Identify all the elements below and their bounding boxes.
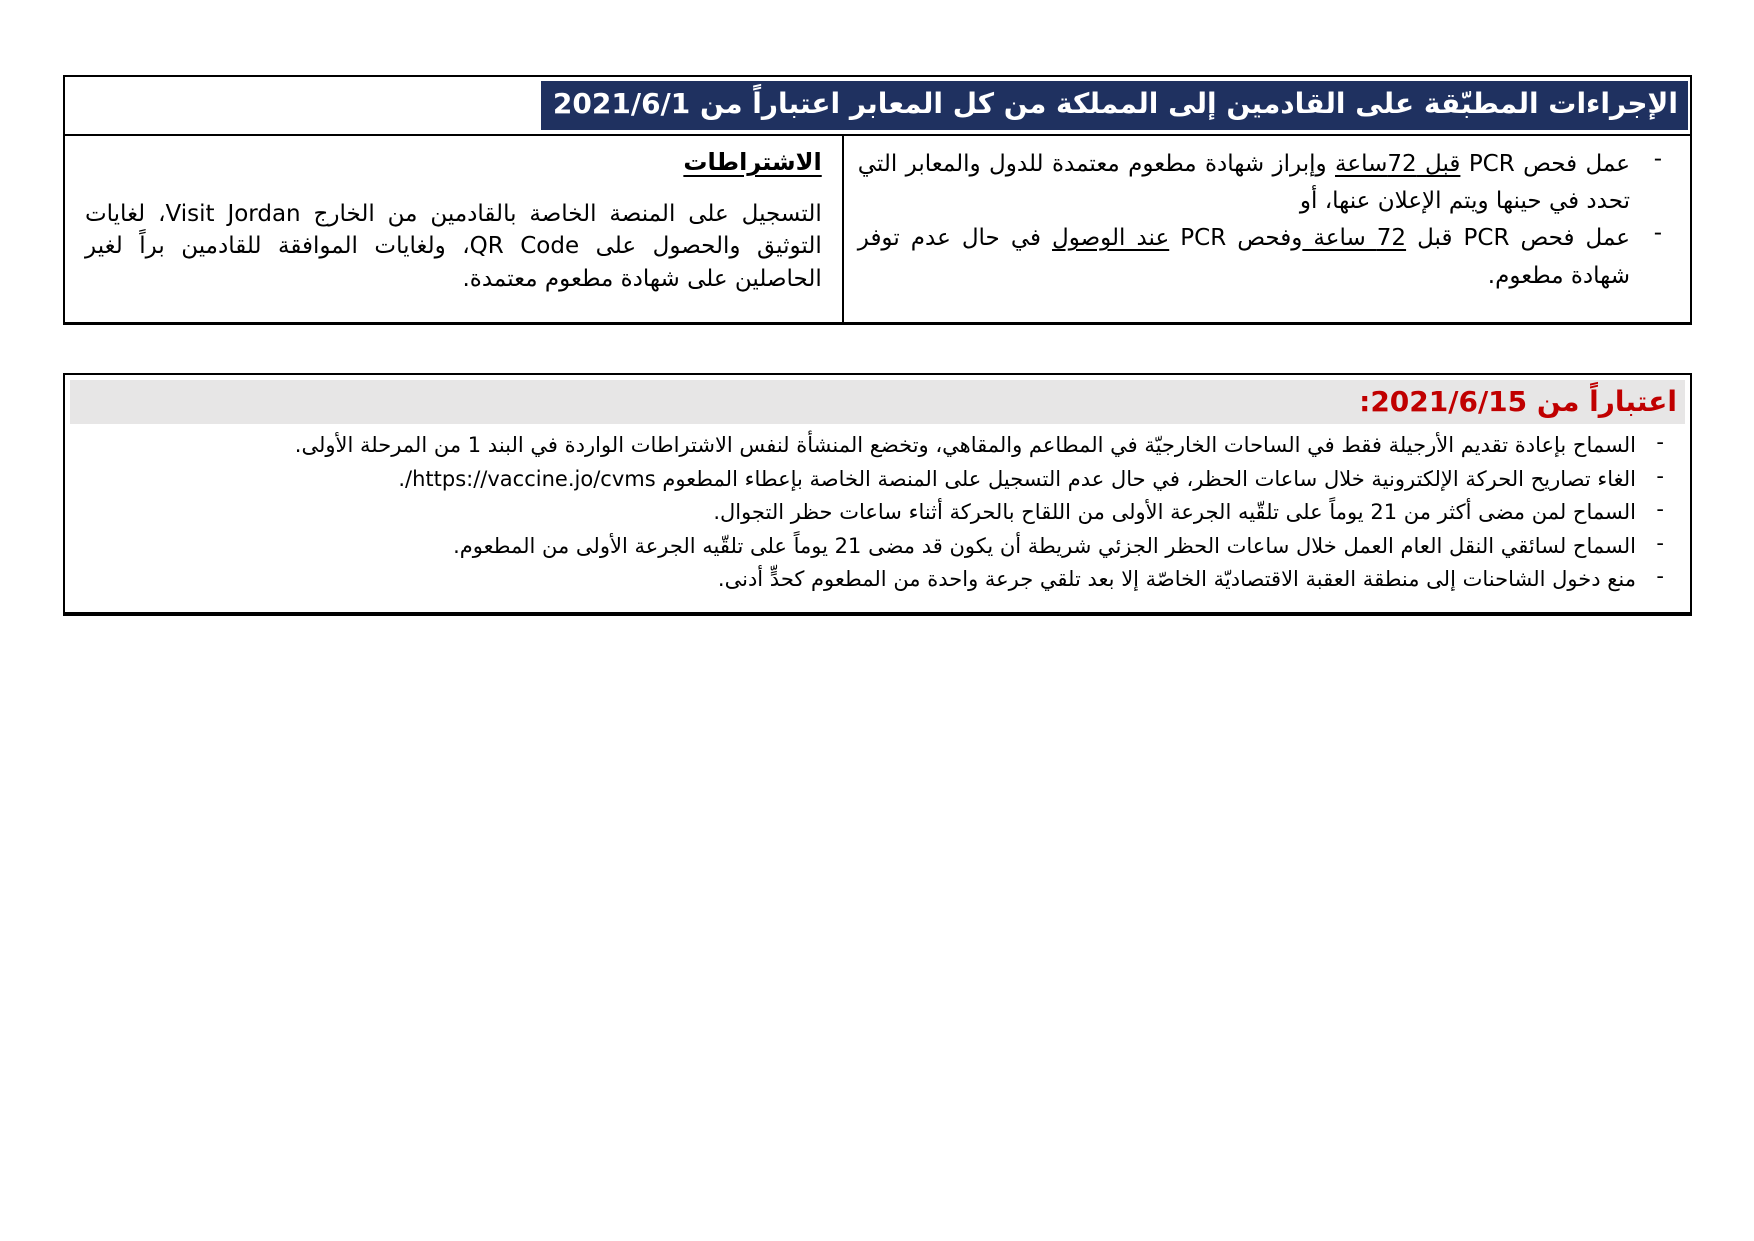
text-segment: عمل فحص PCR قبل — [1406, 225, 1630, 252]
requirements-body: التسجيل على المنصة الخاصة بالقادمين من الخارج Visit Jordan، لغايات التوثيق والحصول على QR Code، ولغايات الموافقة للقادمين براً لغير الحاصلين على شهادة مطعوم معتمدة. — [85, 200, 822, 293]
dash-marker: - — [1656, 430, 1664, 454]
list-item-text — [858, 220, 1630, 295]
list-item-vaccinated-movement — [79, 497, 1680, 529]
underlined-segment: عند الوصول — [1052, 225, 1170, 252]
text-segment: وإبراز شهادة مطعوم معتمدة للدول والمعابر التي تحدد في حينها ويتم الإعلان عنها، أو — [857, 150, 1630, 215]
text-segment: وفحص PCR — [1169, 225, 1303, 252]
list-item-text: السماح لمن مضى أكثر من 21 يوماً على تلقّيه الجرعة الأولى من اللقاح بالحركة أثناء ساعات حظر التجوال. — [713, 500, 1636, 524]
list-item-movement-permits — [79, 464, 1680, 496]
list-item-text: الغاء تصاريح الحركة الإلكترونية خلال ساعات الحظر، في حال عدم التسجيل على المنصة الخاصة بإعطاء المطعوم https://vaccine.jo/cvms/. — [398, 466, 1636, 491]
registration-requirements-cell — [65, 136, 842, 322]
list-item-pcr-1 — [858, 146, 1676, 221]
table-title-highlighted: الإجراءات المطبّقة على القادمين إلى المملكة من كل المعابر اعتباراً من 2021/6/1 — [541, 81, 1688, 130]
list-item-public-transport-drivers — [79, 531, 1680, 563]
dash-marker: - — [1653, 220, 1662, 247]
section-header-band — [70, 380, 1685, 424]
list-item-text: منع دخول الشاحنات إلى منطقة العقبة الاقتصاديّة الخاصّة إلا بعد تلقي جرعة واحدة من المطعوم كحدٍّ أدنى. — [717, 567, 1636, 591]
dash-marker: - — [1656, 463, 1664, 488]
pcr-requirements-cell — [842, 136, 1690, 322]
dash-marker: - — [1656, 530, 1664, 555]
dash-marker: - — [1653, 145, 1662, 172]
list-item-text — [858, 146, 1630, 221]
dash-marker: - — [1656, 564, 1664, 588]
arrivals-procedures-table — [63, 75, 1692, 325]
text-segment: عمل فحص PCR — [1460, 150, 1630, 177]
effective-june15-section — [63, 373, 1692, 616]
underlined-segment: قبل 72ساعة — [1335, 150, 1461, 177]
list-item-aqaba-trucks — [79, 564, 1680, 596]
underlined-segment: 72 ساعة — [1302, 225, 1407, 252]
list-item-shisha — [79, 430, 1680, 462]
requirements-heading: الاشتراطات — [683, 147, 822, 176]
table-title-row — [65, 77, 1690, 136]
list-item-text: السماح بإعادة تقديم الأرجيلة فقط في الساحات الخارجيّة في المطاعم والمقاهي، وتخضع المنشأة لنفس الاشتراطات الواردة في البند 1 من المرحلة الأولى. — [294, 433, 1636, 457]
text-segment: في حال عدم توفر شهادة مطعوم. — [857, 225, 1630, 289]
table-content-row — [65, 136, 1690, 322]
section-header-title: اعتباراً من 2021/6/15: — [1359, 384, 1677, 418]
dash-marker: - — [1656, 497, 1664, 521]
list-item-pcr-2 — [858, 220, 1676, 295]
section-bullet-list — [65, 426, 1690, 612]
list-item-text: السماح لسائقي النقل العام العمل خلال ساعات الحظر الجزئي شريطة أن يكون قد مضى 21 يوماً على تلقّيه الجرعة الأولى من المطعوم. — [453, 533, 1636, 558]
